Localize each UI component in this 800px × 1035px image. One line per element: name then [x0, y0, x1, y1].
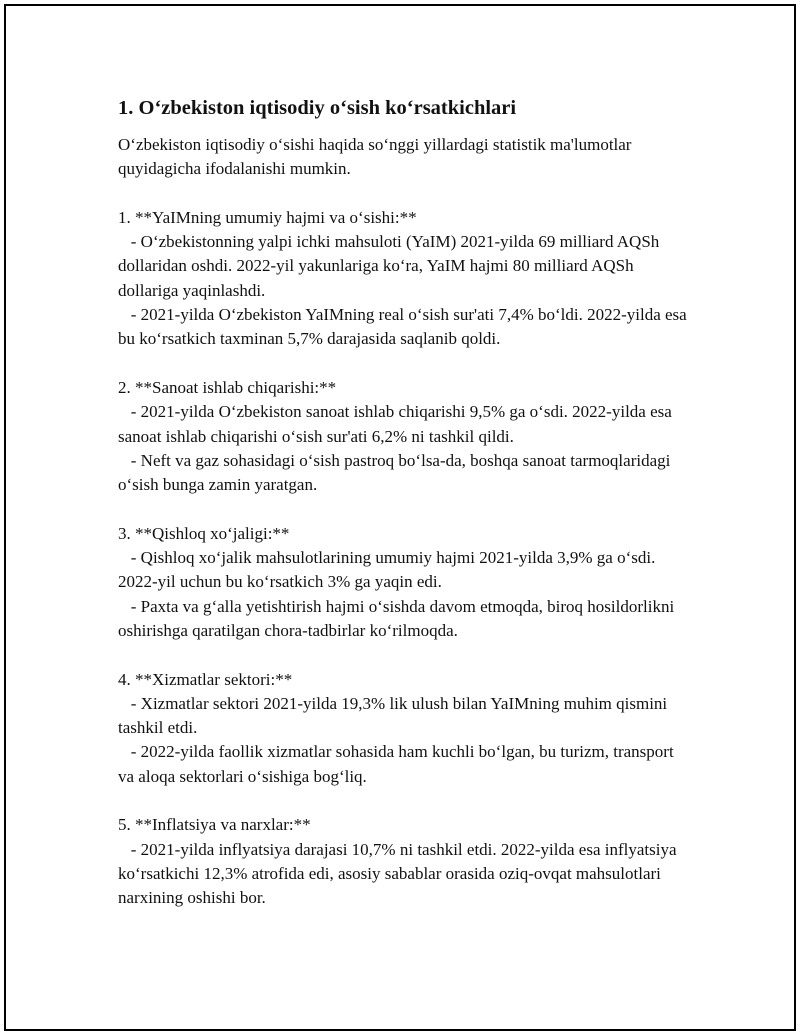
bullet-item: - 2021-yilda O‘zbekiston YaIMning real o‘sish sur'ati 7,4% bo‘ldi. 2022-yilda esa bu ko‘rsatkich taxminan 5,7% darajasida saqlanib qoldi. [118, 305, 691, 349]
bullet-item: - O‘zbekistonning yalpi ichki mahsuloti (YaIM) 2021-yilda 69 milliard AQSh dollaridan oshdi. 2022-yil yakunlariga ko‘ra, YaIM hajmi 80 milliard AQSh dollariga yaqinlashdi. [118, 232, 664, 300]
section-inflation [118, 813, 688, 910]
bullet-item: - 2021-yilda inflyatsiya darajasi 10,7% ni tashkil etdi. 2022-yilda esa inflyatsiya ko‘rsatkichi 12,3% atrofida edi, asosiy sabablar orasida oziq-ovqat mahsulotlari narxining oshishi bor. [118, 839, 681, 908]
section-heading: 5. **Inflatsiya va narxlar:** [118, 815, 311, 835]
document-body [118, 96, 691, 911]
document-title: 1. O‘zbekiston iqtisodiy o‘sish ko‘rsatkichlari [118, 97, 517, 119]
section-heading: 3. **Qishloq xo‘jaligi:** [118, 523, 290, 543]
section-gdp [118, 206, 691, 352]
section-industry [118, 376, 688, 497]
bullet-item: - Qishloq xo‘jalik mahsulotlarining umumiy hajmi 2021-yilda 3,9% ga o‘sdi. 2022-yil uchun bu ko‘rsatkich 3% ga yaqin edi. [118, 548, 660, 592]
section-heading: 4. **Xizmatlar sektori:** [118, 669, 293, 689]
section-heading: 2. **Sanoat ishlab chiqarishi:** [118, 377, 337, 397]
bullet-item: - 2022-yilda faollik xizmatlar sohasida ham kuchli bo‘lgan, bu turizm, transport va aloqa sektorlari o‘sishiga bog‘liq. [118, 742, 678, 786]
section-agriculture [118, 522, 688, 643]
bullet-item: - 2021-yilda O‘zbekiston sanoat ishlab chiqarishi 9,5% ga o‘sdi. 2022-yilda esa sanoat ishlab chiqarishi o‘sish sur'ati 6,2% ni tashkil qildi. [118, 402, 677, 446]
bullet-item: - Paxta va g‘alla yetishtirish hajmi o‘sishda davom etmoqda, biroq hosildorlikni oshirishga qaratilgan chora-tadbirlar ko‘rilmoqda. [118, 596, 679, 640]
intro-paragraph: O‘zbekiston iqtisodiy o‘sishi haqida so‘nggi yillardagi statistik ma'lumotlar quyidagicha ifodalanishi mumkin. [118, 135, 632, 179]
section-heading: 1. **YaIMning umumiy hajmi va o‘sishi:** [118, 207, 417, 227]
section-services [118, 668, 688, 789]
bullet-item: - Neft va gaz sohasidagi o‘sish pastroq bo‘lsa-da, boshqa sanoat tarmoqlaridagi o‘sish bunga zamin yaratgan. [118, 450, 675, 495]
bullet-item: - Xizmatlar sektori 2021-yilda 19,3% lik ulush bilan YaIMning muhim qismini tashkil etdi. [118, 693, 672, 738]
